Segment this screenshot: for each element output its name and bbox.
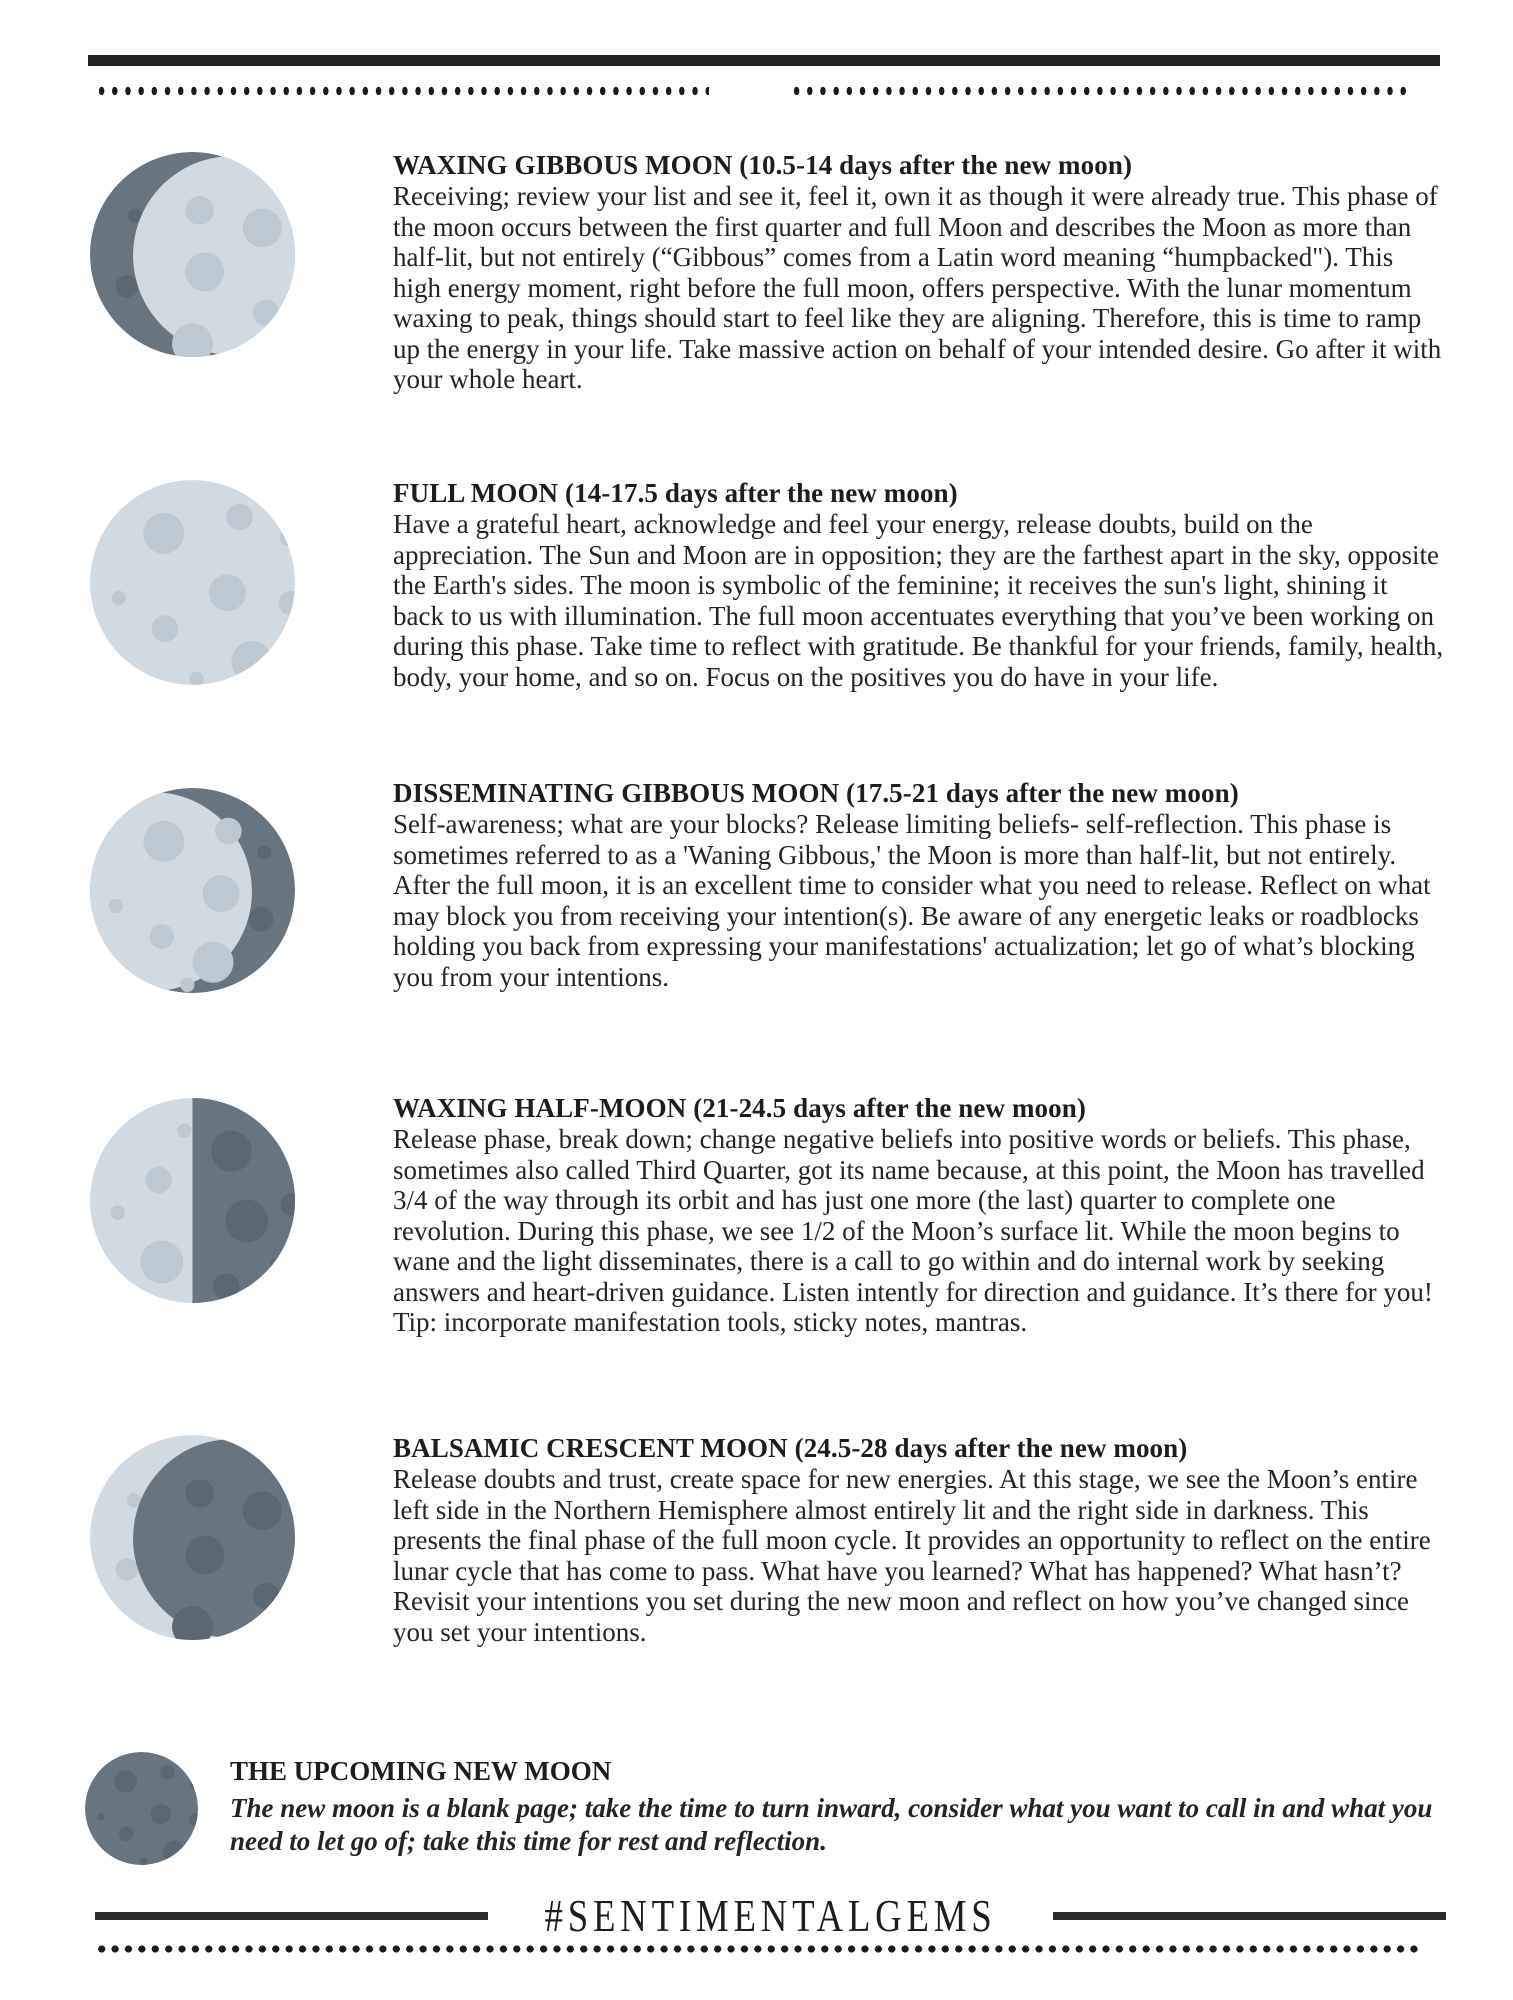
phase-heading: WAXING GIBBOUS MOON (10.5-14 days after the new moon)	[393, 150, 1133, 180]
footer	[95, 1890, 1415, 1941]
phase-body: Release phase, break down; change negative beliefs into positive words or beliefs. This phase, sometimes also called Third Quarter, got its name because, at this point, the Moon has travelled 3/4 of the way through its orbit and has just one more (the last) quarter to complete one revolution. During this phase, we see 1/2 of the Moon’s surface lit. While the moon begins to wane and the light disseminates, there is a call to go within and do internal work by seeking answers and heart-driven guidance. Listen intently for direction and guidance. It’s there for you! Tip: incorporate manifestation tools, sticky notes, mantras.	[393, 1124, 1433, 1337]
top-dotted-divider-right	[790, 86, 1412, 96]
footer-rule-right	[1053, 1912, 1446, 1920]
phase-heading: BALSAMIC CRESCENT MOON (24.5-28 days after the new moon)	[393, 1433, 1188, 1463]
top-dotted-divider-left	[95, 86, 709, 96]
new-moon-icon	[85, 1752, 198, 1865]
phase-heading: FULL MOON (14-17.5 days after the new moon)	[393, 478, 958, 508]
full-moon-icon	[90, 480, 295, 685]
phase-body: Have a grateful heart, acknowledge and feel your energy, release doubts, build on the appreciation. The Sun and Moon are in opposition; they are the farthest apart in the sky, opposite the Earth's sides. The moon is symbolic of the feminine; it receives the sun's light, shining it back to us with illumination. The full moon accentuates everything that you’ve been working on during this phase. Take time to reflect with gratitude. Be thankful for your friends, family, health, body, your home, and so on. Focus on the positives you do have in your life.	[393, 509, 1444, 692]
phase-body: Self-awareness; what are your blocks? Release limiting beliefs- self-reflection. This phase is sometimes referred to as a 'Waning Gibbous,' the Moon is more than half-lit, but not entirely. After the full moon, it is an excellent time to consider what you need to release. Reflect on what may block you from receiving your intention(s). Be aware of any energetic leaks or roadblocks holding you back from expressing your manifestations' actualization; let go of what’s blocking you from your intentions.	[393, 809, 1431, 992]
phase-heading: DISSEMINATING GIBBOUS MOON (17.5-21 days after the new moon)	[393, 778, 1239, 808]
bottom-dotted-divider	[95, 1944, 1419, 1954]
waxing-half-moon-icon	[90, 1098, 295, 1303]
disseminating-gibbous-moon-icon	[90, 788, 295, 993]
upcoming-body: The new moon is a blank page; take the time to turn inward, consider what you want to call in and what you need to let go of; take this time for rest and reflection.	[230, 1793, 1433, 1856]
waxing-gibbous-moon-icon	[90, 152, 295, 357]
phase-heading: WAXING HALF-MOON (21-24.5 days after the new moon)	[393, 1093, 1086, 1123]
balsamic-crescent-moon-icon	[90, 1435, 295, 1640]
phase-body: Release doubts and trust, create space for new energies. At this stage, we see the Moon’s entire left side in the Northern Hemisphere almost entirely lit and the right side in darkness. This presents the final phase of the full moon cycle. It provides an opportunity to reflect on the entire lunar cycle that has come to pass. What have you learned? What has happened? What hasn’t? Revisit your intentions you set during the new moon and reflect on how you’ve changed since you set your intentions.	[393, 1464, 1431, 1647]
upcoming-heading: THE UPCOMING NEW MOON	[230, 1756, 612, 1786]
phase-body: Receiving; review your list and see it, feel it, own it as though it were already true. This phase of the moon occurs between the first quarter and full Moon and describes the Moon as more than half-lit, but not entirely (“Gibbous” comes from a Latin word meaning “humpbacked"). This high energy moment, right before the full moon, offers perspective. With the lunar momentum waxing to peak, things should start to feel like they are aligning. Therefore, this is time to ramp up the energy in your life. Take massive action on behalf of your intended desire. Go after it with your whole heart.	[393, 181, 1442, 394]
top-divider-bar	[88, 55, 1440, 66]
footer-hashtag: #SENTIMENTALGEMS	[544, 1890, 997, 1941]
footer-rule-left	[95, 1912, 488, 1920]
